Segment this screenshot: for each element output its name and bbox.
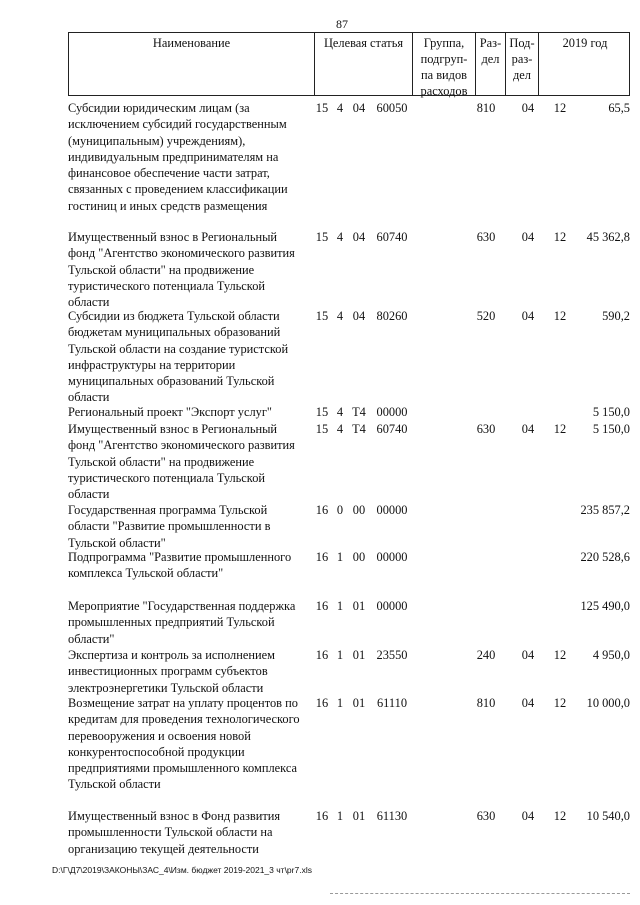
target-code-3: Т4 [352, 422, 366, 436]
amount: 10 540,0 [586, 809, 630, 823]
section-code: 04 [521, 696, 535, 710]
section-code: 04 [521, 101, 535, 115]
header-target: Целевая статья [314, 33, 412, 95]
row-name: Мероприятие "Государственная поддержка промышленных предприятий Тульской области" [68, 599, 296, 646]
target-code-3: 01 [352, 809, 366, 823]
group-code: 240 [476, 648, 496, 662]
subsection-code: 12 [553, 230, 567, 244]
row-name: Возмещение затрат на уплату процентов по кредитам для проведения технологического перевооружения и освоения новой конкурентоспособной продукции предприятиями промышленного комплекса Тульской области [68, 696, 300, 792]
row-name: Региональный проект "Экспорт услуг" [68, 405, 272, 419]
amount: 220 528,6 [580, 550, 630, 564]
header-section-line: Раз- [479, 36, 502, 50]
target-code-4: 60740 [376, 422, 408, 436]
row-name: Государственная программа Тульской области "Развитие промышленности в Тульской области" [68, 503, 271, 550]
table-header [68, 32, 630, 96]
target-code-4: 23550 [376, 648, 408, 662]
target-code-1: 16 [315, 696, 329, 710]
header-subsection-line: раз- [511, 52, 533, 66]
amount: 10 000,0 [586, 696, 630, 710]
subsection-code: 12 [553, 696, 567, 710]
target-code-1: 16 [315, 599, 329, 613]
target-code-3: 01 [352, 696, 366, 710]
target-code-3: 04 [352, 309, 366, 323]
row-name: Субсидии из бюджета Тульской области бюджетам муниципальных образований Тульской области на создание туристской инфраструктуры на территории муниципальных образований Тульской области [68, 309, 289, 405]
amount: 5 150,0 [592, 405, 630, 419]
target-code-4: 80260 [376, 309, 408, 323]
target-code-2: 1 [336, 809, 344, 823]
target-code-2: 1 [336, 550, 344, 564]
section-code: 04 [521, 809, 535, 823]
group-code: 630 [476, 809, 496, 823]
section-code: 04 [521, 648, 535, 662]
footer-divider [330, 893, 630, 894]
target-code-3: 00 [352, 503, 366, 517]
target-code-1: 16 [315, 648, 329, 662]
target-code-2: 4 [336, 422, 344, 436]
header-section [475, 33, 505, 95]
group-code: 810 [476, 101, 496, 115]
target-code-1: 15 [315, 405, 329, 419]
target-code-2: 4 [336, 101, 344, 115]
target-code-1: 16 [315, 809, 329, 823]
target-code-2: 1 [336, 599, 344, 613]
target-code-4: 60050 [376, 101, 408, 115]
subsection-code: 12 [553, 648, 567, 662]
target-code-4: 61130 [376, 809, 408, 823]
target-code-4: 00000 [376, 503, 408, 517]
amount: 590,2 [602, 309, 630, 323]
file-path-footer: D:\Г\Д7\2019\ЗАКОНЫ\ЗАС_4\Изм. бюджет 2019-2021_3 чт\pr7.xls [52, 865, 312, 875]
target-code-1: 15 [315, 422, 329, 436]
section-code: 04 [521, 422, 535, 436]
amount: 65,5 [608, 101, 630, 115]
target-code-4: 00000 [376, 405, 408, 419]
header-group-line: Группа, [423, 36, 465, 50]
target-code-1: 16 [315, 503, 329, 517]
target-code-4: 61110 [376, 696, 408, 710]
section-code: 04 [521, 230, 535, 244]
group-code: 630 [476, 230, 496, 244]
header-group-line: па видов [420, 68, 468, 82]
target-code-2: 4 [336, 309, 344, 323]
subsection-code: 12 [553, 422, 567, 436]
target-code-3: 01 [352, 648, 366, 662]
header-subsection [505, 33, 538, 95]
target-code-1: 16 [315, 550, 329, 564]
page-number: 87 [336, 17, 348, 31]
target-code-4: 00000 [376, 599, 408, 613]
target-code-2: 4 [336, 230, 344, 244]
target-code-1: 15 [315, 101, 329, 115]
target-code-3: 00 [352, 550, 366, 564]
target-code-3: 04 [352, 230, 366, 244]
amount: 4 950,0 [592, 648, 630, 662]
subsection-code: 12 [553, 101, 567, 115]
target-code-2: 0 [336, 503, 344, 517]
row-name: Имущественный взнос в Региональный фонд "Агентство экономического развития Тульской области" на продвижение туристического потенциала Тульской области [68, 422, 295, 502]
subsection-code: 12 [553, 809, 567, 823]
amount: 125 490,0 [580, 599, 630, 613]
target-code-2: 1 [336, 696, 344, 710]
group-code: 520 [476, 309, 496, 323]
section-code: 04 [521, 309, 535, 323]
target-code-3: Т4 [352, 405, 366, 419]
header-subsection-line: Под- [509, 36, 535, 50]
subsection-code: 12 [553, 309, 567, 323]
row-name: Подпрограмма "Развитие промышленного комплекса Тульской области" [68, 550, 292, 581]
row-name: Субсидии юридическим лицам (за исключением субсидий государственным (муниципальным) учреждениям), индивидуальным предпринимателям на финансовое обеспечение части затрат, связанных с проведением классификации гостиниц и иных средств размещения [68, 101, 288, 213]
amount: 45 362,8 [586, 230, 630, 244]
row-name: Экспертиза и контроль за исполнением инвестиционных программ субъектов электроэнергетики Тульской области [68, 648, 275, 695]
target-code-2: 1 [336, 648, 344, 662]
header-group-line: расходов [420, 84, 468, 98]
header-year: 2019 год [538, 33, 631, 95]
target-code-2: 4 [336, 405, 344, 419]
header-group [412, 33, 475, 98]
row-name: Имущественный взнос в Региональный фонд "Агентство экономического развития Тульской области" на продвижение туристического потенциала Тульской области [68, 230, 295, 310]
group-code: 630 [476, 422, 496, 436]
target-code-4: 60740 [376, 230, 408, 244]
target-code-3: 04 [352, 101, 366, 115]
header-section-line: дел [481, 52, 500, 66]
group-code: 810 [476, 696, 496, 710]
header-name: Наименование [152, 36, 231, 50]
header-group-line: подгруп- [420, 52, 468, 66]
target-code-4: 00000 [376, 550, 408, 564]
target-code-1: 15 [315, 230, 329, 244]
target-code-1: 15 [315, 309, 329, 323]
row-name: Имущественный взнос в Фонд развития промышленности Тульской области на организацию текущей деятельности [68, 809, 281, 856]
amount: 5 150,0 [592, 422, 630, 436]
target-code-3: 01 [352, 599, 366, 613]
amount: 235 857,2 [580, 503, 630, 517]
header-subsection-line: дел [513, 68, 531, 82]
